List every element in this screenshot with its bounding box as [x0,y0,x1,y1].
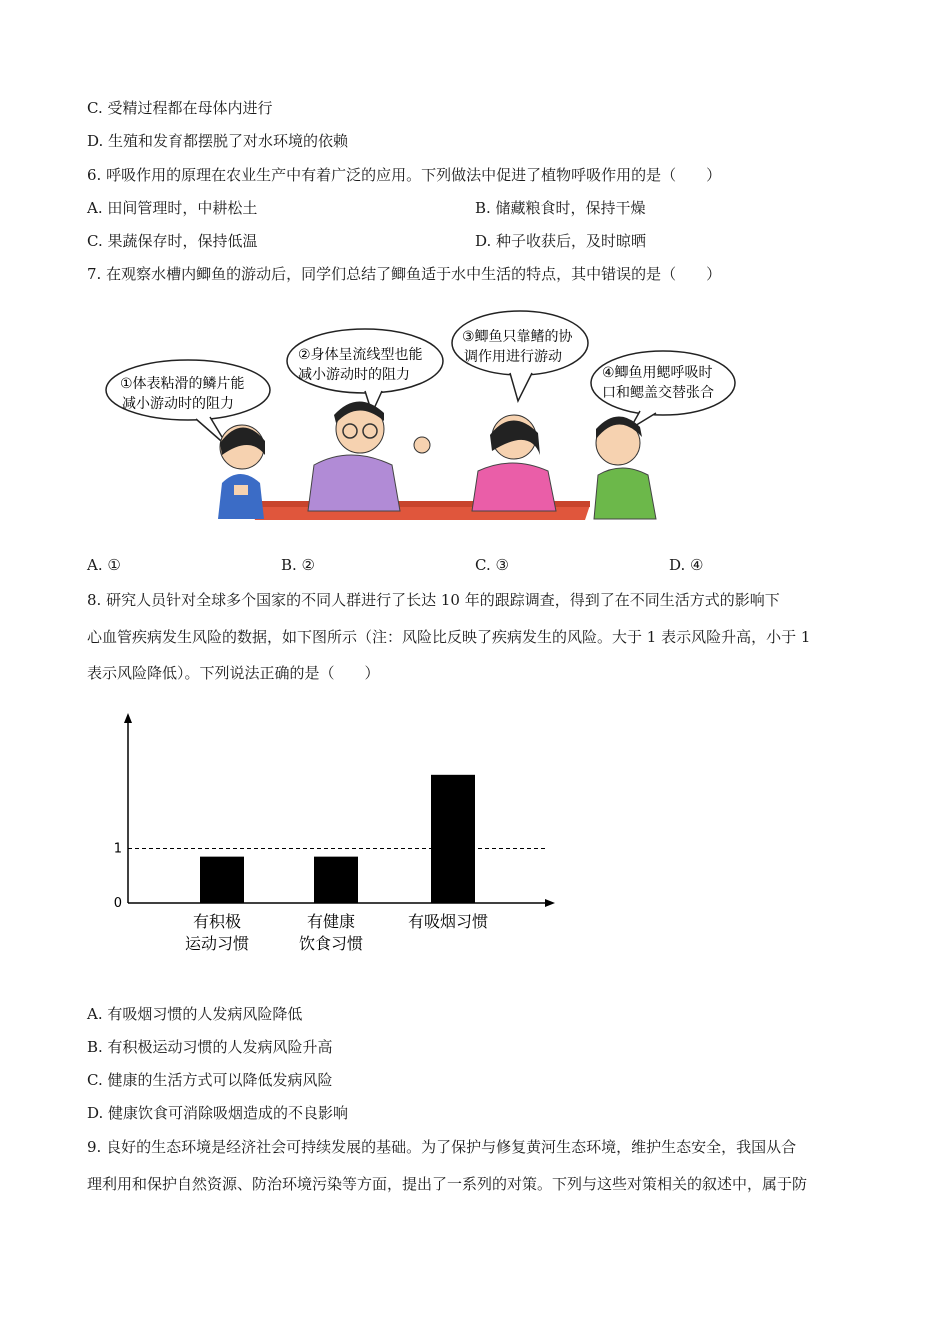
q6-stem: 6. 呼吸作用的原理在农业生产中有着广泛的应用。下列做法中促进了植物呼吸作用的是（ ） [87,166,722,184]
q6-option-a: A. 田间管理时，中耕松土 [87,199,258,217]
bar [431,775,475,903]
student-girl-left [218,425,265,519]
q9-stem-line2: 理利用和保护自然资源、防治环境污染等方面，提出了一系列的对策。下列与这些对策相关的叙述中，属于防 [87,1175,808,1193]
q9-stem-line1: 9. 良好的生态环境是经济社会可持续发展的基础。为了保护与修复黄河生态环境，维护生态安全，我国从合 [87,1138,797,1156]
speech-bubble-3 [452,311,588,401]
y-axis-arrow [124,713,132,723]
bubble-3-line2: 调作用进行游动 [464,349,562,365]
bubble-2-line1: ②身体呈流线型也能 [298,347,423,363]
category-label: 运动习惯 [184,934,250,953]
q5-option-d: D. 生殖和发育都摆脱了对水环境的依赖 [87,132,349,150]
bubble-1-line2: 减小游动时的阻力 [122,396,234,412]
x-axis-arrow [545,899,555,907]
category-label: 有健康 [306,912,356,931]
speech-bubble-2 [287,329,443,413]
q8-stem-line2: 心血管疾病发生风险的数据，如下图所示（注：风险比反映了疾病发生的风险。大于 1 表示风险升高，小于 1 [87,628,811,646]
q7-illustration [100,305,740,527]
q8-option-c: C. 健康的生活方式可以降低发病风险 [87,1071,333,1089]
bubble-2-line2: 减小游动时的阻力 [298,367,410,383]
q6-option-c: C. 果蔬保存时，保持低温 [87,232,258,250]
q8-stem-line1: 8. 研究人员针对全球多个国家的不同人群进行了长达 10 年的跟踪调查，得到了在不同生活方式的影响下 [87,591,780,609]
bubble-3-line1: ③鲫鱼只靠鳍的协 [462,329,573,345]
bubble-4-line2: 口和鳃盖交替张合 [602,385,714,401]
bubble-4-line1: ④鲫鱼用鳃呼吸时 [602,365,713,381]
y-tick-label: 0 [113,896,122,911]
q8-option-a: A. 有吸烟习惯的人发病风险降低 [87,1005,303,1023]
q7-option-b: B. ② [281,556,316,574]
q8-option-b: B. 有积极运动习惯的人发病风险升高 [87,1038,333,1056]
category-label: 有积极 [192,912,242,931]
q7-stem: 7. 在观察水槽内鲫鱼的游动后，同学们总结了鲫鱼适于水中生活的特点，其中错误的是（ ） [87,265,722,283]
student-boy-green [594,416,656,519]
bar [314,857,358,903]
q7-option-a: A. ① [87,556,121,574]
speech-bubble-4 [591,351,735,429]
risk-ratio-bar-chart [100,705,570,970]
q7-option-c: C. ③ [475,556,509,574]
q6-option-d: D. 种子收获后，及时晾晒 [475,232,647,250]
category-label: 饮食习惯 [298,934,364,953]
category-label: 有吸烟习惯 [407,912,489,931]
chart-bars [200,775,475,903]
bubble-1-line1: ①体表粘滑的鳞片能 [120,376,245,392]
bar [200,857,244,903]
q8-stem-line3: 表示风险降低）。下列说法正确的是（ ） [87,664,380,682]
student-boy-glasses [308,401,430,511]
q8-option-d: D. 健康饮食可消除吸烟造成的不良影响 [87,1104,349,1122]
y-tick-label: 1 [113,841,122,857]
q6-option-b: B. 储藏粮食时，保持干燥 [475,199,646,217]
q5-option-c: C. 受精过程都在母体内进行 [87,99,273,117]
q7-option-d: D. ④ [669,556,704,574]
student-girl-pink [472,415,556,511]
